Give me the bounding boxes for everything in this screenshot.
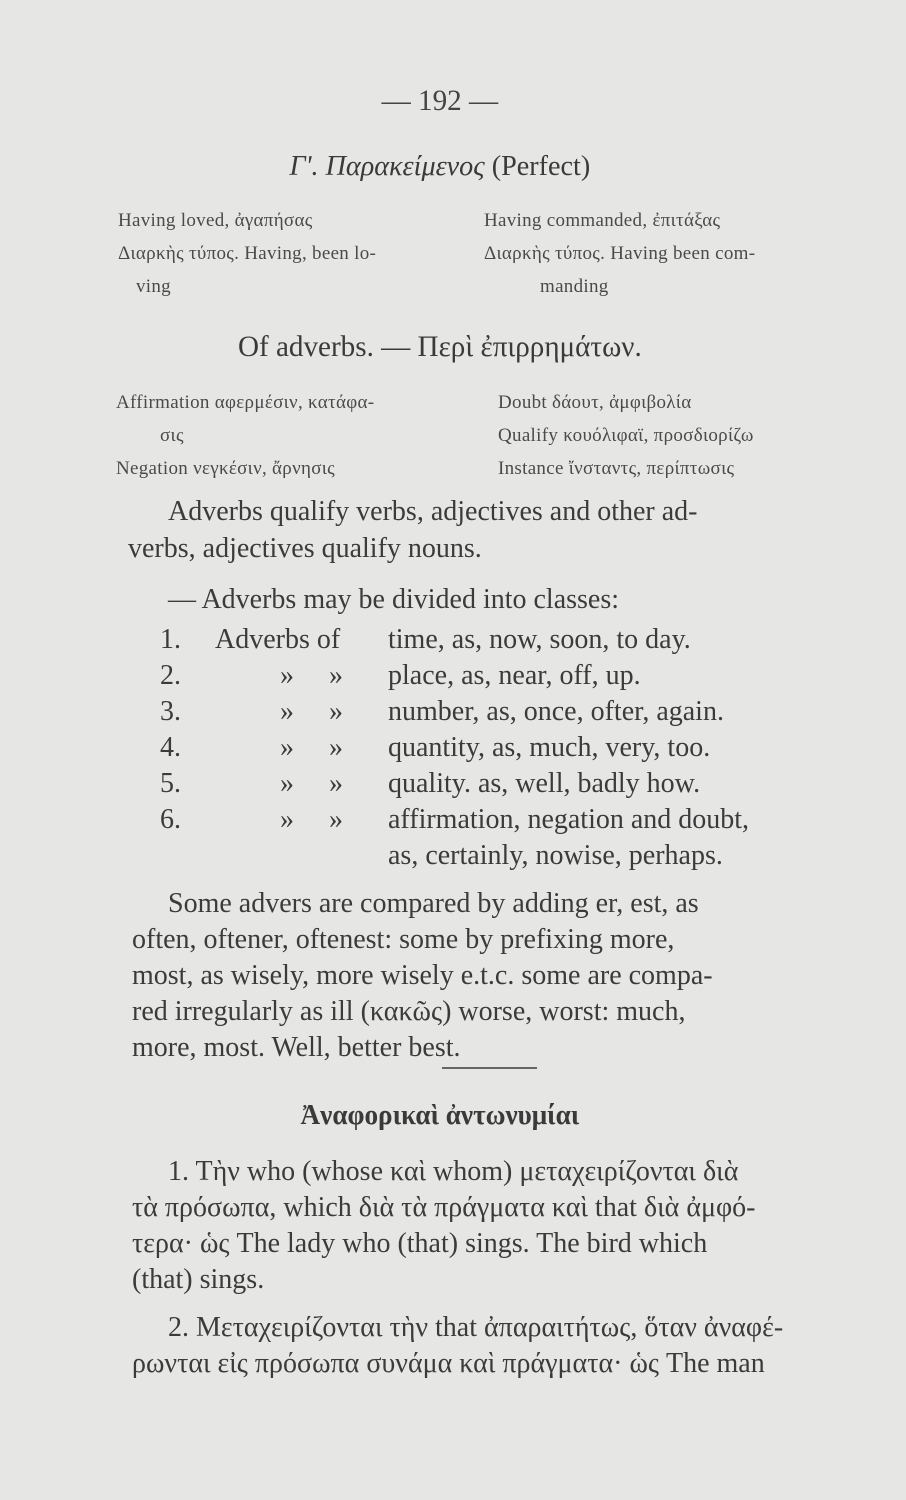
class-2-label: » » xyxy=(280,660,343,691)
paragraph2-line-4: red irregularly as ill (κακῶς) worse, worst: much, xyxy=(132,996,686,1027)
perfect-right-line-2: Διαρκὴς τύπος. Having been com- xyxy=(484,243,756,264)
class-4-label: » » xyxy=(280,732,343,763)
paragraph2-line-3: most, as wisely, more wisely e.t.c. some are compa- xyxy=(132,960,713,991)
class-1-number: 1. xyxy=(160,624,181,655)
perfect-left-line-1: Having loved, ἀγαπήσας xyxy=(118,210,313,231)
adverbs-right-line-1: Doubt δάουτ, ἀμφιβολία xyxy=(498,392,692,413)
rel-item1-line-3: τερα· ὡς The lady who (that) sings. The bird which xyxy=(132,1228,708,1259)
adverbs-heading: Of adverbs. — Περὶ ἐπιρρημάτων. xyxy=(237,330,642,363)
class-3-label: » » xyxy=(280,696,343,727)
rel-item1-line-4: (that) sings. xyxy=(132,1264,265,1295)
rel-item1-line-1: 1. Τὴν who (whose καὶ whom) μεταχειρίζονται διὰ xyxy=(168,1156,739,1187)
adverbs-left-line-2: σις xyxy=(160,425,184,446)
section-heading-english: (Perfect) xyxy=(491,150,591,182)
section-heading-greek: Γʹ. Παρακείμενος xyxy=(289,150,485,182)
perfect-right-line-1: Having commanded, ἐπιτάξας xyxy=(484,210,721,231)
adverbs-left-line-1: Affirmation αφερμέσιν, κατάφα- xyxy=(116,392,375,413)
section-heading-perfect xyxy=(0,150,880,183)
class-2-number: 2. xyxy=(160,660,181,691)
class-4-text: quantity, as, much, very, too. xyxy=(388,732,711,763)
class-1-text: time, as, now, soon, to day. xyxy=(388,624,691,655)
classes-intro: — Adverbs may be divided into classes: xyxy=(168,584,620,615)
class-4-number: 4. xyxy=(160,732,181,763)
class-6-label: » » xyxy=(280,804,343,835)
paragraph1-line-2: verbs, adjectives qualify nouns. xyxy=(128,533,482,564)
rel-item1-line-2: τὰ πρόσωπα, which διὰ τὰ πράγματα καὶ that διὰ ἀμφό- xyxy=(132,1192,756,1223)
rel-item2-line-2: ρωνται εἰς πρόσωπα συνάμα καὶ πράγματα· ὡς The man xyxy=(132,1348,765,1379)
class-5-number: 5. xyxy=(160,768,181,799)
class-5-label: » » xyxy=(280,768,343,799)
paragraph2-line-2: often, oftener, oftenest: some by prefixing more, xyxy=(132,924,675,955)
class-3-text: number, as, once, ofter, again. xyxy=(388,696,724,727)
page-number: — 192 — xyxy=(381,84,499,117)
class-3-number: 3. xyxy=(160,696,181,727)
class-6-text: affirmation, negation and doubt, xyxy=(388,804,750,835)
adverbs-right-line-3: Instance ἴνσταντς, περίπτωσις xyxy=(498,458,735,479)
rel-item2-line-1: 2. Μεταχειρίζονται τὴν that ἀπαραιτήτως, ὅταν ἀναφέ- xyxy=(168,1312,784,1343)
relative-pronouns-heading: Ἀναφορικαὶ ἀντωνυμίαι xyxy=(300,1100,580,1131)
paragraph2-line-5: more, most. Well, better best. xyxy=(132,1032,461,1063)
perfect-left-line-2: Διαρκὴς τύπος. Having, been lo- xyxy=(118,243,377,264)
class-1-label: Adverbs of xyxy=(215,624,341,655)
class-2-text: place, as, near, off, up. xyxy=(388,660,641,691)
adverbs-left-line-3: Negation νεγκέσιν, ἄρνησις xyxy=(116,458,335,479)
adverbs-right-line-2: Qualify κουόλιφαϊ, προσδιορίζω xyxy=(498,425,754,446)
paragraph2-line-1: Some advers are compared by adding er, est, as xyxy=(168,888,699,919)
class-6-continuation: as, certainly, nowise, perhaps. xyxy=(388,840,723,871)
section-divider xyxy=(442,1067,537,1069)
perfect-right-line-3: manding xyxy=(540,276,609,297)
class-5-text: quality. as, well, badly how. xyxy=(388,768,701,799)
class-6-number: 6. xyxy=(160,804,181,835)
perfect-left-line-3: ving xyxy=(136,276,171,297)
paragraph1-line-1: Adverbs qualify verbs, adjectives and other ad- xyxy=(168,496,698,527)
